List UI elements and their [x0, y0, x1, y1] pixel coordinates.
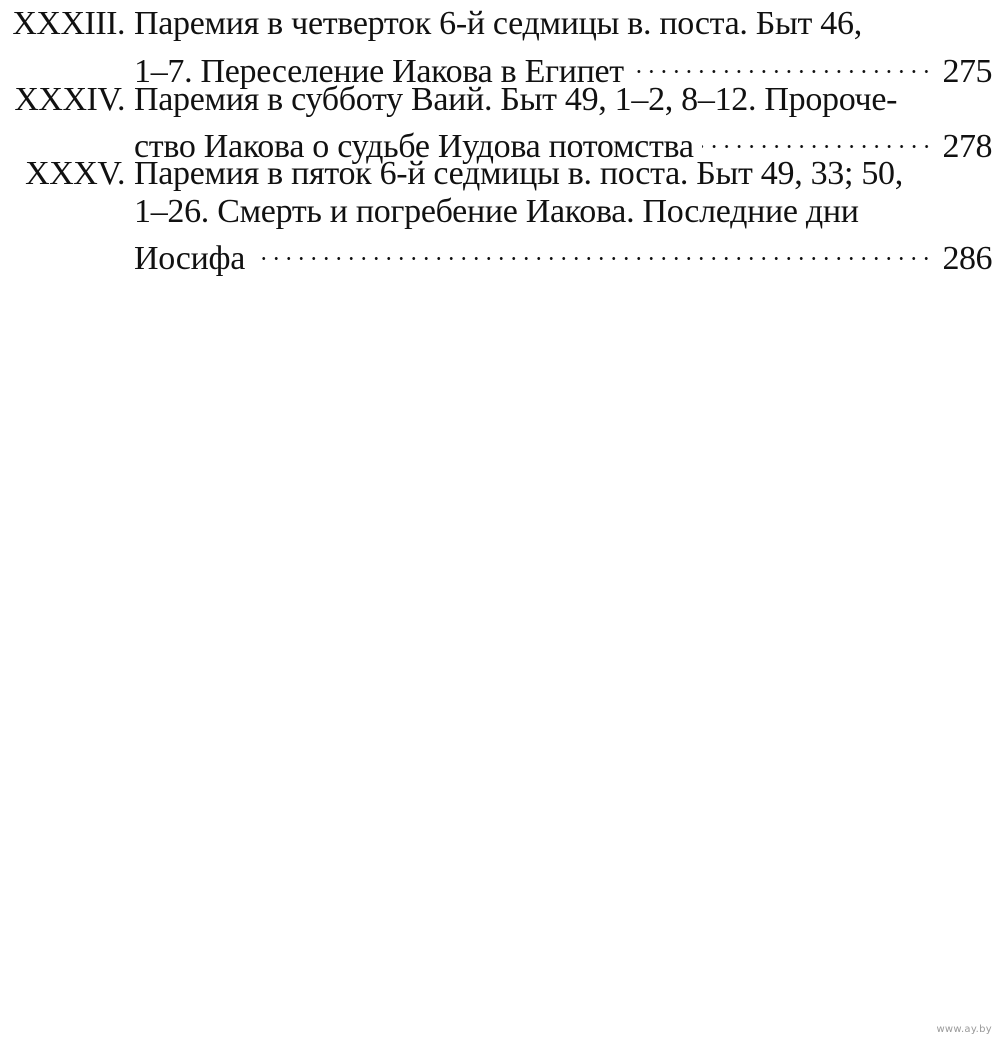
entry-last-row	[134, 117, 992, 165]
watermark: www.ay.by	[936, 1024, 992, 1035]
dot-leader	[702, 117, 933, 157]
entry-title-line: 1–7. Переселение Иакова в Египет	[134, 53, 624, 90]
entry-title-line: Паремия в пяток 6-й седмицы в. поста. Быт 49, 33; 50,	[134, 155, 903, 192]
dot-leader	[632, 42, 933, 82]
entry-title-line: ство Иакова о судьбе Иудова потомства	[134, 128, 694, 165]
dot-leader	[253, 229, 932, 269]
page-number: 278	[942, 128, 992, 165]
entry-title-line: 1–26. Смерть и погребение Иакова. Последние дни	[134, 193, 859, 230]
entry-number: XXXV.	[25, 155, 125, 192]
page-number: 286	[942, 240, 992, 277]
entry-title-line: Паремия в субботу Ваий. Быт 49, 1–2, 8–12. Пророче-	[134, 81, 898, 118]
entry-title-line: Иосифа	[134, 240, 246, 277]
entry-last-row	[134, 229, 992, 277]
entry-number: XXXIII.	[12, 5, 125, 42]
entry-last-row	[134, 42, 992, 90]
entry-title-line: Паремия в четверток 6-й седмицы в. поста. Быт 46,	[134, 5, 862, 42]
page-number: 275	[942, 53, 992, 90]
entry-number: XXXIV.	[14, 81, 125, 118]
